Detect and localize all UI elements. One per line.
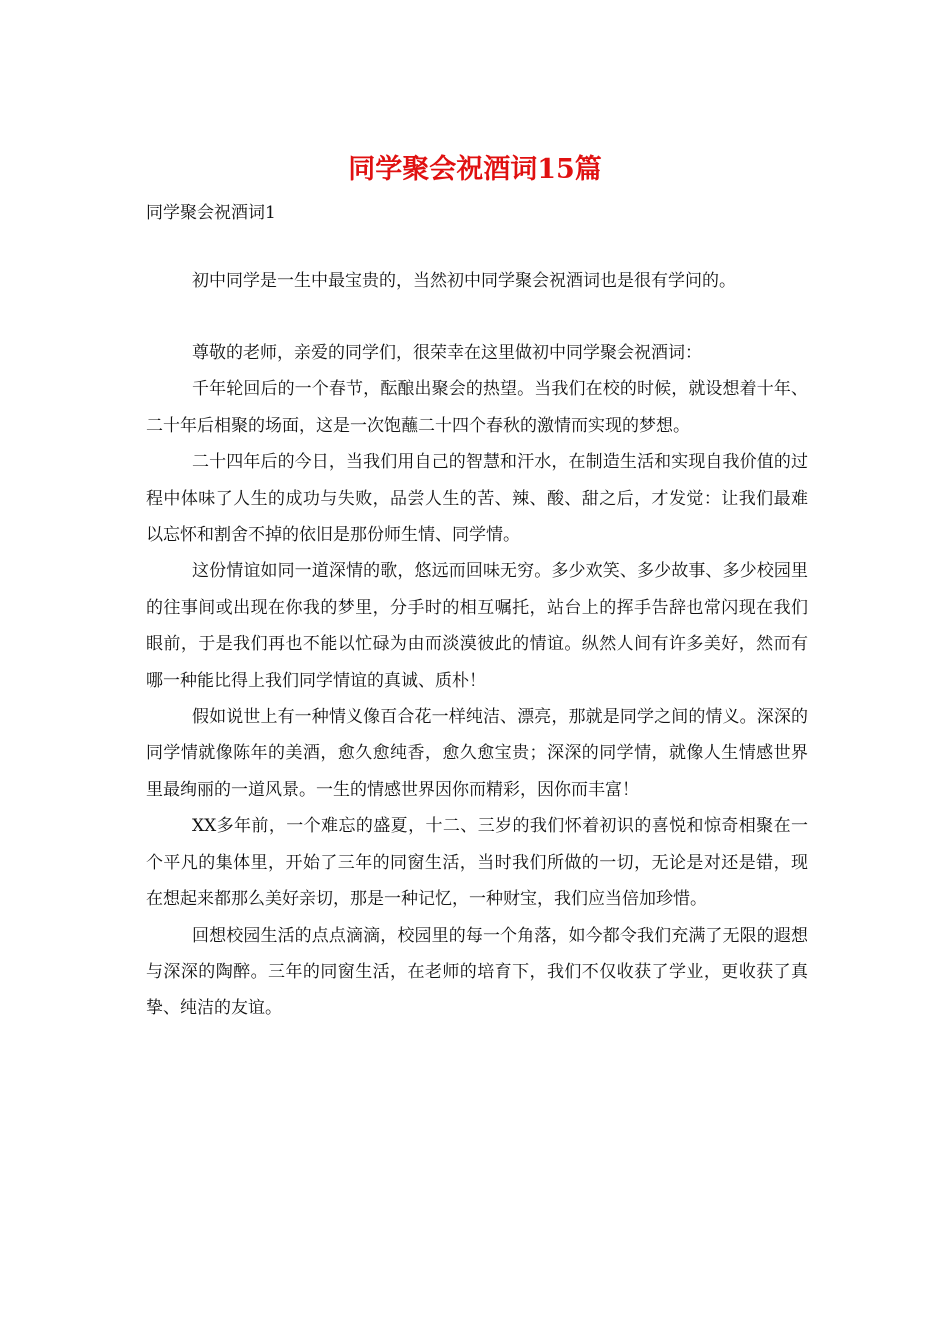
paragraph: 回想校园生活的点点滴滴，校园里的每一个角落，如今都令我们充满了无限的遐想与深深的陶醉。三年的同窗生活，在老师的培育下，我们不仅收获了学业，更收获了真挚、纯洁的友谊。 <box>146 925 808 1019</box>
intro-paragraph: 初中同学是一生中最宝贵的，当然初中同学聚会祝酒词也是很有学问的。 <box>192 271 736 291</box>
section-heading: 同学聚会祝酒词1 <box>146 203 276 223</box>
document-title: 同学聚会祝酒词15篇 <box>348 154 602 185</box>
paragraph: 这份情谊如同一道深情的歌，悠远而回味无穷。多少欢笑、多少故事、多少校园里的往事间或出现在你我的梦里，分手时的相互嘱托，站台上的挥手告辞也常闪现在我们眼前，于是我们再也不能以忙碌为由而淡漠彼此的情谊。纵然人间有许多美好，然而有哪一种能比得上我们同学情谊的真诚、质朴！ <box>146 561 808 691</box>
body-text <box>146 335 808 1027</box>
paragraph: 假如说世上有一种情义像百合花一样纯洁、漂亮，那就是同学之间的情义。深深的同学情就像陈年的美酒，愈久愈纯香，愈久愈宝贵；深深的同学情，就像人生情感世界里最绚丽的一道风景。一生的情感世界因你而精彩，因你而丰富！ <box>146 707 808 800</box>
paragraph-greeting: 尊敬的老师，亲爱的同学们，很荣幸在这里做初中同学聚会祝酒词： <box>192 343 702 363</box>
paragraph: XX多年前，一个难忘的盛夏，十二、三岁的我们怀着初识的喜悦和惊奇相聚在一个平凡的集体里，开始了三年的同窗生活，当时我们所做的一切，无论是对还是错，现在想起来都那么美好亲切，那是一种记忆，一种财宝，我们应当倍加珍惜。 <box>146 816 808 910</box>
paragraph: 千年轮回后的一个春节，酝酿出聚会的热望。当我们在校的时候，就设想着十年、二十年后相聚的场面，这是一次饱蘸二十四个春秋的激情而实现的梦想。 <box>146 379 808 436</box>
paragraph: 二十四年后的今日，当我们用自己的智慧和汗水，在制造生活和实现自我价值的过程中体味了人生的成功与失败，品尝人生的苦、辣、酸、甜之后，才发觉：让我们最难以忘怀和割舍不掉的依旧是那份师生情、同学情。 <box>146 452 808 546</box>
